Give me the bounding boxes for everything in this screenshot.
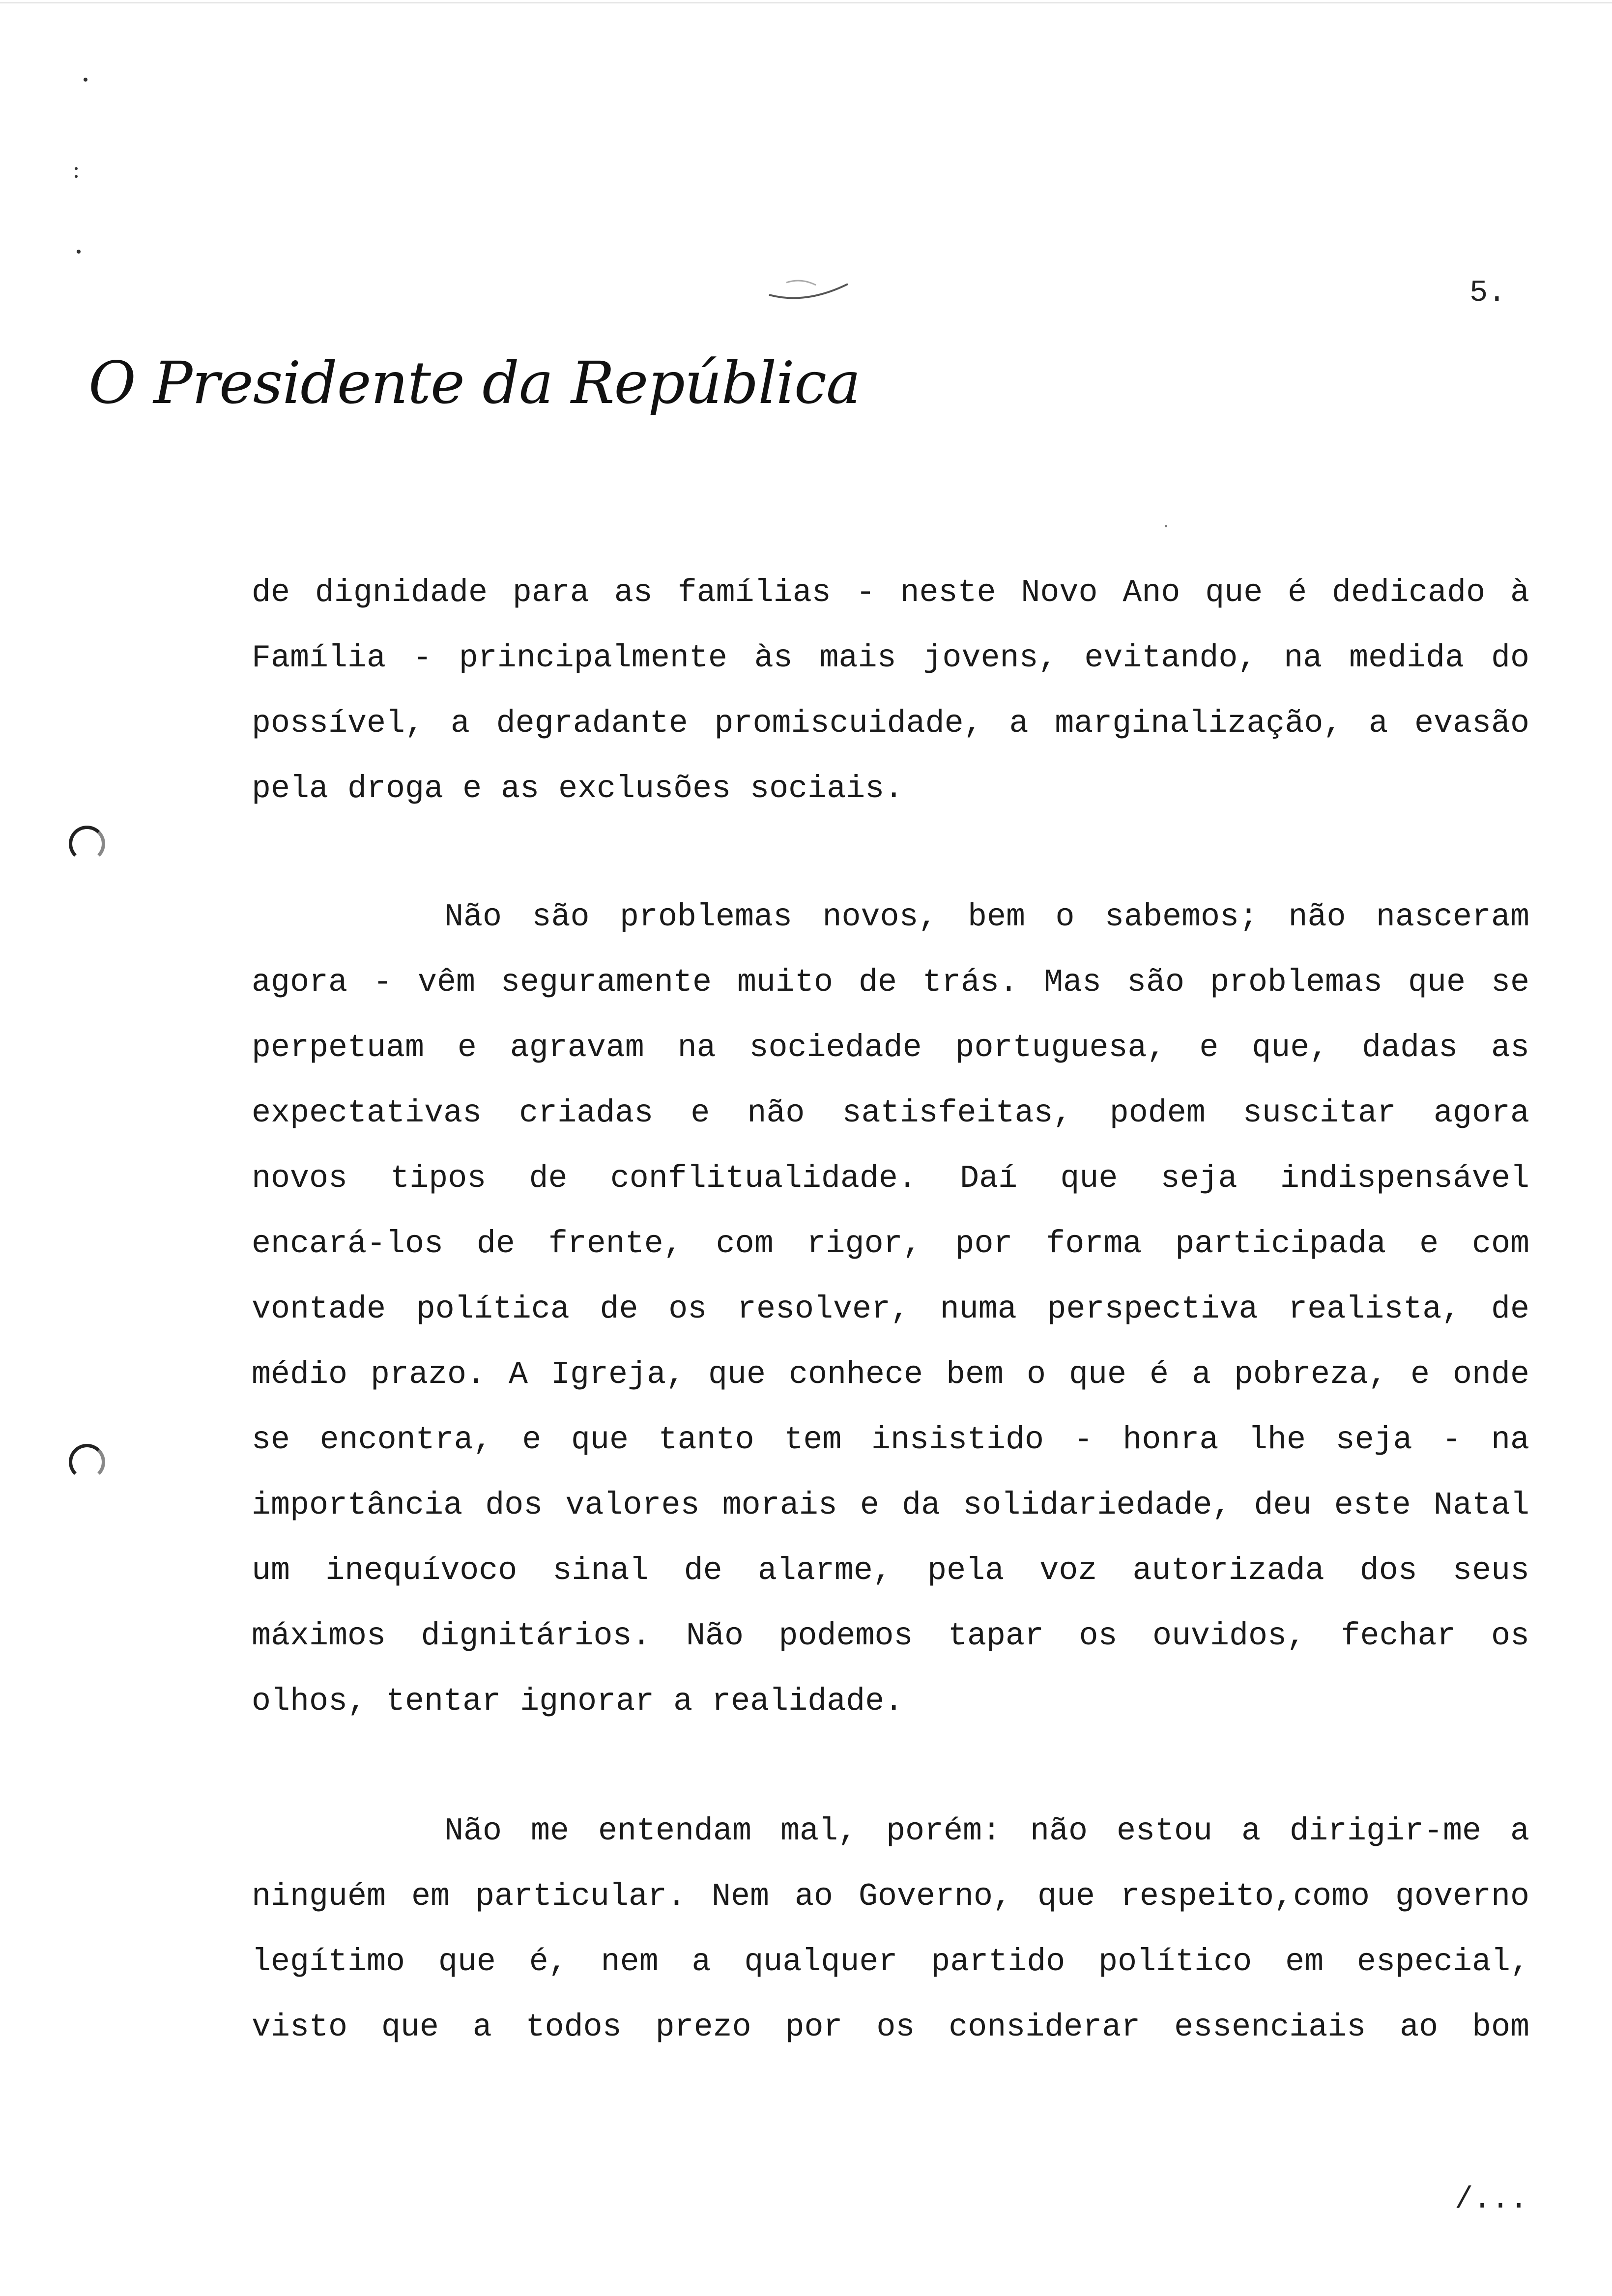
scan-speck [1165, 525, 1167, 527]
text-line: expectativas criadas e não satisfeitas, podem suscitar agora [252, 1095, 1529, 1131]
text-line: de dignidade para as famílias - neste Novo Ano que é dedicado à [252, 574, 1529, 611]
text-line: novos tipos de conflitualidade. Daí que seja indispensável [252, 1160, 1529, 1197]
text-line: se encontra, e que tanto tem insistido - honra lhe seja - na [252, 1422, 1529, 1458]
text-line: ninguém em particular. Nem ao Governo, que respeito,como governo [252, 1878, 1529, 1915]
continuation-mark: /... [1455, 2182, 1528, 2217]
text-line: Não são problemas novos, bem o sabemos; não nasceram [444, 899, 1529, 935]
text-line: perpetuam e agravam na sociedade portuguesa, e que, dadas as [252, 1030, 1529, 1066]
text-line: visto que a todos prezo por os considerar essenciais ao bom [252, 2009, 1529, 2045]
punch-hole-top [69, 826, 105, 862]
text-line: possível, a degradante promiscuidade, a marginalização, a evasão [252, 705, 1529, 742]
text-line: encará-los de frente, com rigor, por forma participada e com [252, 1226, 1529, 1262]
text-line: pela droga e as exclusões sociais. [252, 771, 904, 807]
text-line: médio prazo. A Igreja, que conhece bem o que é a pobreza, e onde [252, 1356, 1529, 1393]
text-line: importância dos valores morais e da solidariedade, deu este Natal [252, 1487, 1529, 1523]
text-line: um inequívoco sinal de alarme, pela voz autorizada dos seus [252, 1552, 1529, 1589]
text-line: vontade política de os resolver, numa perspectiva realista, de [252, 1291, 1529, 1327]
text-line: olhos, tentar ignorar a realidade. [252, 1683, 904, 1720]
scan-smudge-mark [767, 275, 850, 310]
paragraph-3 [252, 1799, 1529, 2060]
text-line: Família - principalmente às mais jovens, evitando, na medida do [252, 640, 1529, 676]
scan-edge-line [0, 2, 1612, 3]
paragraph-2 [252, 885, 1529, 1734]
text-line: agora - vêm seguramente muito de trás. Mas são problemas que se [252, 964, 1529, 1001]
text-line: Não me entendam mal, porém: não estou a dirigir-me a [444, 1813, 1529, 1849]
scan-speck [77, 250, 81, 254]
scan-speck [75, 175, 78, 178]
punch-hole-bottom [69, 1444, 105, 1480]
letterhead: O Presidente da República [88, 349, 861, 417]
scan-speck [84, 78, 87, 82]
page-number: 5. [1469, 275, 1506, 310]
scan-speck [75, 167, 78, 170]
text-line: legítimo que é, nem a qualquer partido político em especial, [252, 1944, 1529, 1980]
paragraph-1 [252, 560, 1529, 822]
text-line: máximos dignitários. Não podemos tapar os ouvidos, fechar os [252, 1618, 1529, 1654]
